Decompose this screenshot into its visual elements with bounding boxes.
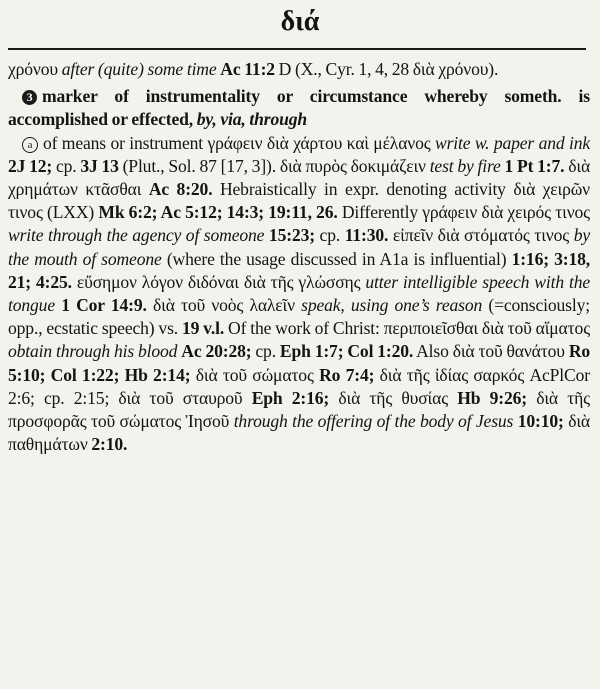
gloss-text: speak, using one’s reason [301, 295, 483, 316]
reference-text: 19 v.l. [181, 318, 225, 339]
entry-text: D (X., Cyr. 1, 4, 28 διὰ χρόνου). [274, 59, 499, 79]
reference-text: Eph 2:16; [251, 387, 330, 408]
reference-text: 1 Pt 1:7. [504, 155, 565, 176]
subsection-letter-marker: a [22, 137, 38, 153]
subsection-a [8, 132, 590, 457]
entry-body [8, 58, 590, 456]
reference-text: 3J 13 [80, 155, 119, 176]
entry-text: cp. [55, 155, 81, 176]
entry-text: διὰ τοῦ νοὸς λαλεῖν [146, 295, 302, 316]
entry-text: χρόνου [8, 59, 62, 79]
reference-text: Ac 20:28; [181, 341, 252, 362]
entry-text: διὰ παθημάτων [8, 411, 590, 455]
entry-text: (=consciously; opp., ecstatic speech) vs. [8, 295, 590, 339]
gloss-text: write through the agency of someone [8, 225, 265, 246]
entry-text: Also διὰ τοῦ θανάτου [413, 341, 569, 362]
entry-text: (Plut., Sol. 87 [17, 3]). διὰ πυρὸς δοκιμάζειν [118, 155, 430, 176]
reference-text: 10:10; [517, 411, 564, 432]
reference-text: Eph 1:7; Col 1:20. [279, 341, 414, 362]
gloss-text: write w. paper and ink [434, 132, 590, 153]
entry-text: cp. [251, 341, 280, 362]
section-heading: marker of instrumentality or circumstance whereby someth. is accomplished or effected, [8, 86, 590, 130]
reference-text: Ac 8:20. [148, 179, 213, 200]
entry-text: διὰ τοῦ σώματος [190, 364, 320, 385]
reference-text: 1:16; 3:18, 21; 4:25. [8, 248, 590, 292]
entry-text: cp. [314, 225, 345, 246]
gloss-text: by the mouth of someone [8, 225, 590, 269]
entry-text: διὰ χρημάτων κτᾶσθαι [8, 155, 591, 200]
gloss-text: utter intelligible speech with the tongue [8, 271, 591, 316]
entry-text: Of the work of Christ: περιποιεῖσθαι διὰ τοῦ αἵματος [224, 318, 591, 339]
section-3 [8, 85, 590, 131]
entry-text: διὰ τῆς προσφορᾶς τοῦ σώματος Ἰησοῦ [8, 387, 591, 432]
reference-text: Mk 6:2; Ac 5:12; 14:3; 19:11, 26. [98, 202, 338, 223]
gloss-text: obtain through his blood [8, 341, 178, 362]
reference-text: Hb 9:26; [457, 387, 527, 408]
page-header: διά [280, 6, 320, 37]
subsection-a-text [8, 133, 590, 455]
entry-text: εἰπεῖν διὰ στόματός τινος [388, 225, 574, 246]
reference-text: Ro 5:10; Col 1:22; Hb 2:14; [8, 341, 591, 385]
section-number-marker: 3 [22, 90, 37, 105]
gloss-text: test by fire [429, 155, 501, 176]
entry-text: Hebraistically in expr. denoting activity διὰ χειρῶν τινος (LXX) [8, 179, 590, 223]
reference-text: Ro 7:4; [319, 364, 375, 385]
reference-text: 1 Cor 14:9. [61, 295, 147, 316]
gloss-text: through the offering of the body of Jesus [233, 411, 514, 432]
reference-text: Ac 11:2 [220, 59, 275, 79]
entry-continuation [8, 58, 590, 81]
entry-text: (where the usage discussed in A1a is influential) [161, 248, 512, 269]
reference-text: 2:10. [91, 434, 128, 455]
gloss-text: after (quite) some time [61, 59, 217, 79]
entry-text: Differently γράφειν διὰ χειρός τινος [337, 202, 590, 223]
entry-text: of means or instrument γράφειν διὰ χάρτου καὶ μέλανος [43, 132, 435, 153]
reference-text: 2J 12; [8, 155, 56, 176]
entry-text: διὰ τῆς θυσίας [329, 387, 458, 408]
section-glosses: by, via, through [196, 109, 308, 130]
entry-text: εὔσημον λόγον διδόναι διὰ τῆς γλώσσης [71, 271, 366, 292]
reference-text: 11:30. [344, 225, 389, 246]
reference-text: 15:23; [268, 225, 315, 246]
header-rule [8, 48, 586, 50]
entry-text: διὰ τῆς ἰδίας σαρκός AcPlCor 2:6; cp. 2:15; διὰ τοῦ σταυροῦ [8, 364, 590, 408]
